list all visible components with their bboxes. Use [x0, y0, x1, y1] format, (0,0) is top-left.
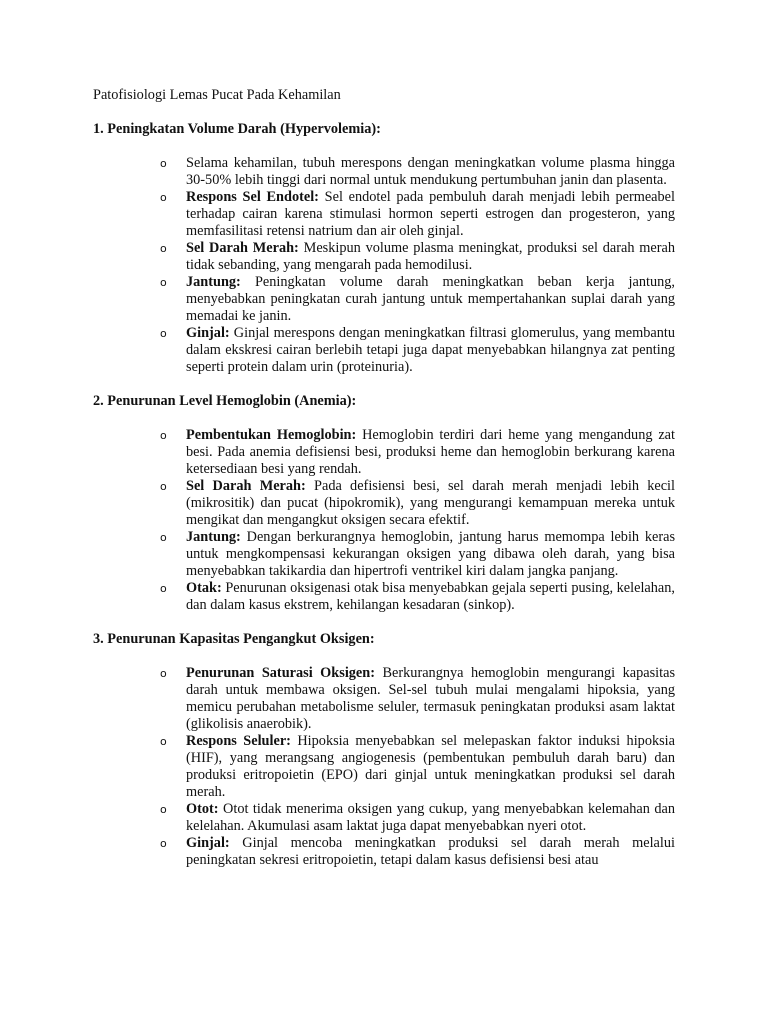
bullet-circle-icon: o	[160, 242, 167, 255]
list-item	[160, 189, 675, 240]
bullet-circle-icon: o	[160, 480, 167, 493]
bullet-term: Sel Darah Merah:	[186, 240, 299, 256]
bullet-text: Otot tidak menerima oksigen yang cukup, yang menyebabkan kelemahan dan kelelahan. Akumulasi asam laktat juga dapat menyebabkan nyeri otot.	[186, 801, 675, 834]
list-item	[160, 835, 675, 869]
bullet-term: Jantung:	[186, 529, 241, 545]
bullet-term: Sel Darah Merah:	[186, 478, 306, 494]
bullet-text: Peningkatan volume darah meningkatkan beban kerja jantung, menyebabkan peningkatan curah jantung untuk mempertahankan suplai darah yang memadai ke janin.	[186, 274, 675, 324]
section-heading-1: 1. Peningkatan Volume Darah (Hypervolemia):	[93, 121, 381, 137]
list-item	[160, 580, 675, 614]
bullet-text: Sel endotel pada pembuluh darah menjadi lebih permeabel terhadap cairan karena stimulasi hormon seperti estrogen dan progesteron, yang memfasilitasi retensi natrium dan air oleh ginjal.	[186, 189, 675, 239]
bullet-text: Hipoksia menyebabkan sel melepaskan faktor induksi hipoksia (HIF), yang merangsang angiogenesis (pembentukan pembuluh darah baru) dan produksi eritropoietin (EPO) dari ginjal untuk meningkatkan produksi sel darah merah.	[186, 733, 675, 800]
bullet-text: Penurunan oksigenasi otak bisa menyebabkan gejala seperti pusing, kelelahan, dan dalam kasus ekstrem, kehilangan kesadaran (sinkop).	[186, 580, 675, 613]
list-item	[160, 240, 675, 274]
bullet-term: Otot:	[186, 801, 219, 817]
bullet-text: Pada defisiensi besi, sel darah merah menjadi lebih kecil (mikrositik) dan pucat (hipokromik), yang mengurangi kemampuan mereka untuk mengikat dan mengangkut oksigen secara efektif.	[186, 478, 676, 528]
bullet-list-3	[93, 665, 675, 869]
list-item	[160, 733, 675, 801]
section-heading-3: 3. Penurunan Kapasitas Pengangkut Oksigen:	[93, 631, 375, 647]
bullet-text: Berkurangnya hemoglobin mengurangi kapasitas darah untuk membawa oksigen. Sel-sel tubuh mulai mengalami hipoksia, yang memicu perubahan metabolisme seluler, termasuk peningkatan produksi asam laktat (glikolisis anaerobik).	[186, 665, 676, 732]
bullet-text: Dengan berkurangnya hemoglobin, jantung harus memompa lebih keras untuk mengkompensasi kekurangan oksigen yang dibawa oleh darah, yang bisa menyebabkan takikardia dan hipertrofi ventrikel kiri dalam jangka panjang.	[186, 529, 676, 579]
bullet-list-2	[93, 427, 675, 614]
list-item	[160, 427, 675, 478]
list-item	[160, 274, 675, 325]
bullet-circle-icon: o	[160, 582, 167, 595]
bullet-term: Respons Seluler:	[186, 733, 291, 749]
bullet-term: Jantung:	[186, 274, 241, 290]
bullet-term: Ginjal:	[186, 325, 230, 341]
document-title: Patofisiologi Lemas Pucat Pada Kehamilan	[93, 87, 341, 103]
bullet-circle-icon: o	[160, 667, 167, 680]
list-item	[160, 155, 675, 189]
bullet-circle-icon: o	[160, 531, 167, 544]
list-item	[160, 478, 676, 529]
bullet-circle-icon: o	[160, 803, 167, 816]
bullet-text: Meskipun volume plasma meningkat, produksi sel darah merah tidak sebanding, yang mengarah pada hemodilusi.	[186, 240, 675, 273]
document-body	[93, 87, 675, 886]
bullet-text: Ginjal merespons dengan meningkatkan filtrasi glomerulus, yang membantu dalam ekskresi cairan berlebih tetapi juga dapat menyebabkan hilangnya zat penting seperti protein dalam urin (proteinuria).	[186, 325, 676, 375]
section-heading-2: 2. Penurunan Level Hemoglobin (Anemia):	[93, 393, 357, 409]
bullet-term: Ginjal:	[186, 835, 230, 851]
bullet-circle-icon: o	[160, 157, 167, 170]
bullet-term: Penurunan Saturasi Oksigen:	[186, 665, 375, 681]
bullet-term: Otak:	[186, 580, 222, 596]
bullet-circle-icon: o	[160, 327, 167, 340]
bullet-circle-icon: o	[160, 429, 167, 442]
document-sections	[93, 121, 675, 869]
list-item	[160, 529, 676, 580]
bullet-circle-icon: o	[160, 191, 167, 204]
bullet-text: Hemoglobin terdiri dari heme yang mengandung zat besi. Pada anemia defisiensi besi, produksi heme dan hemoglobin berkurang karena ketersediaan besi yang rendah.	[186, 427, 675, 477]
bullet-text: Ginjal mencoba meningkatkan produksi sel darah merah melalui peningkatan sekresi eritropoietin, tetapi dalam kasus defisiensi besi atau	[186, 835, 675, 868]
bullet-circle-icon: o	[160, 276, 167, 289]
list-item	[160, 665, 676, 733]
bullet-term: Respons Sel Endotel:	[186, 189, 319, 205]
list-item	[160, 801, 675, 835]
bullet-circle-icon: o	[160, 837, 167, 850]
bullet-text: Selama kehamilan, tubuh merespons dengan meningkatkan volume plasma hingga 30-50% lebih tinggi dari normal untuk mendukung pertumbuhan janin dan plasenta.	[186, 155, 675, 188]
bullet-circle-icon: o	[160, 735, 167, 748]
bullet-list-1	[93, 155, 675, 376]
bullet-term: Pembentukan Hemoglobin:	[186, 427, 357, 443]
list-item	[160, 325, 676, 376]
